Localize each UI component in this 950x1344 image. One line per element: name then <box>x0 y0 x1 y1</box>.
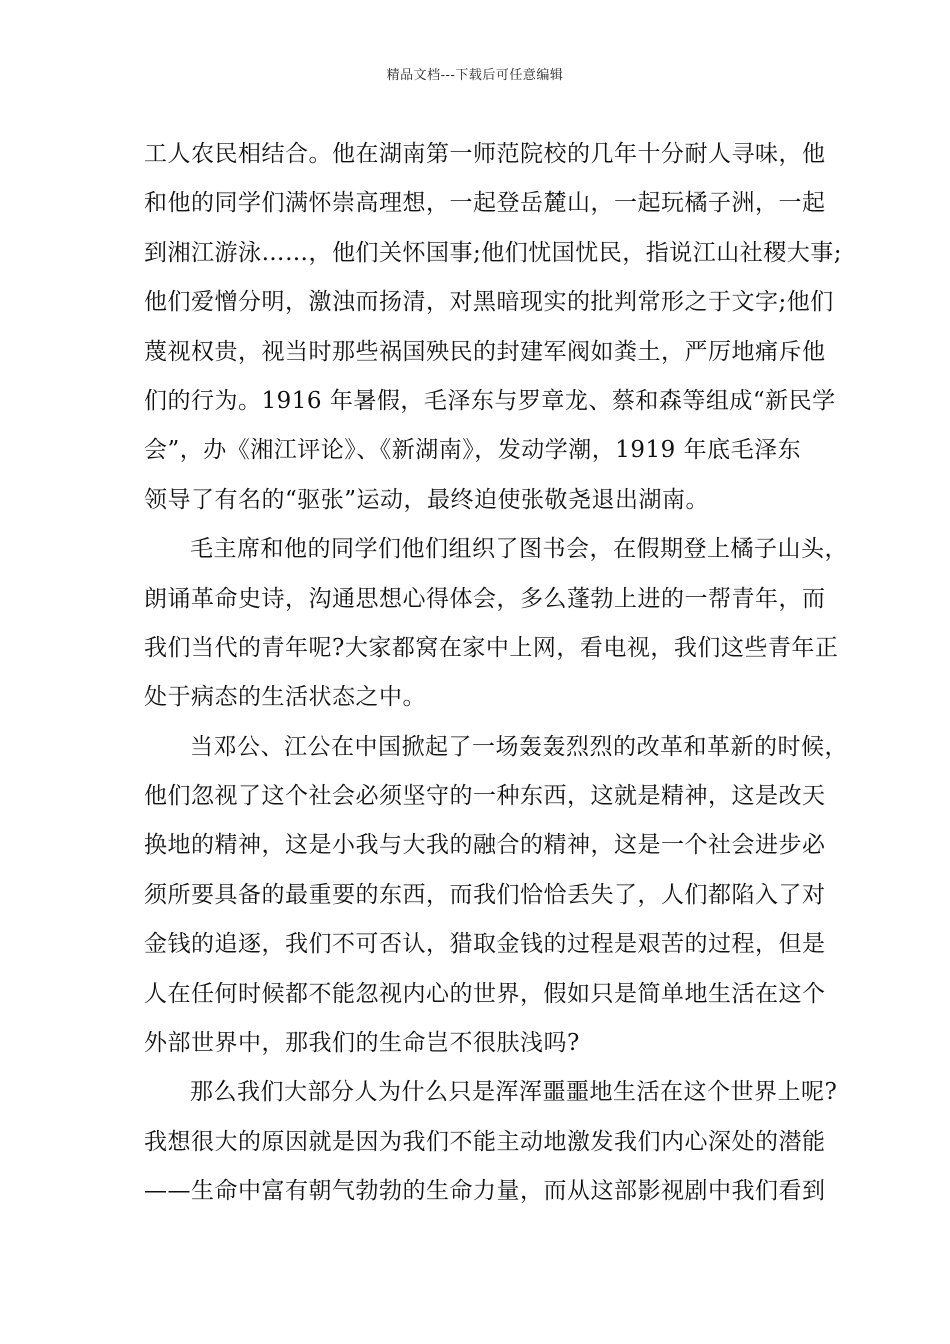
text-line: 须所要具备的最重要的东西，而我们恰恰丢失了，人们都陷入了对 <box>144 881 826 908</box>
text-line: 到湘江游泳……，他们关怀国事;他们忧国忧民，指说江山社稷大事; <box>144 239 842 266</box>
text-line: 金钱的追逐，我们不可否认，猎取金钱的过程是艰苦的过程，但是 <box>144 931 826 958</box>
text-line: 我想很大的原因就是因为我们不能主动地激发我们内心深处的潜能 <box>144 1128 826 1155</box>
page-header: 精品文档---下载后可任意编辑 <box>386 68 564 83</box>
text-line: 工人农民相结合。他在湖南第一师范院校的几年十分耐人寻味，他 <box>144 141 826 167</box>
text-line: 领导了有名的“驱张”运动，最终迫使张敬尧退出湖南。 <box>144 486 710 513</box>
paragraph-first-line: 当邓公、江公在中国掀起了一场轰轰烈烈的改革和革新的时候， <box>190 733 848 760</box>
text-line: 朗诵革命史诗，沟通思想心得体会，多么蓬勃上进的一帮青年，而 <box>144 585 826 612</box>
text-line: ——生命中富有朝气勃勃的生命力量，而从这部影视剧中我们看到 <box>144 1178 826 1205</box>
paragraph-first-line: 那么我们大部分人为什么只是浑浑噩噩地生活在这个世界上呢? <box>190 1079 838 1106</box>
text-line: 人在任何时候都不能忽视内心的世界，假如只是简单地生活在这个 <box>144 980 826 1007</box>
text-line: 蔑视权贵，视当时那些祸国殃民的封建军阀如粪土，严厉地痛斥他 <box>144 338 826 365</box>
text-line: 我们当代的青年呢?大家都窝在家中上网，看电视，我们这些青年正 <box>144 634 839 661</box>
text-line: 处于病态的生活状态之中。 <box>144 684 426 711</box>
document-body <box>144 130 848 1217</box>
text-line: 他们忽视了这个社会必须坚守的一种东西，这就是精神，这是改天 <box>144 783 826 810</box>
text-line: 和他的同学们满怀崇高理想，一起登岳麓山，一起玩橘子洲，一起 <box>144 190 826 217</box>
text-line: 换地的精神，这是小我与大我的融合的精神，这是一个社会进步必 <box>144 832 826 859</box>
text-line: 会”，办《湘江评论》、《新湖南》，发动学潮，1919 年底毛泽东 <box>144 437 802 464</box>
text-line: 外部世界中，那我们的生命岂不很肤浅吗? <box>144 1030 580 1057</box>
text-line: 们的行为。1916 年暑假，毛泽东与罗章龙、蔡和森等组成“新民学 <box>144 387 836 414</box>
paragraph-first-line: 毛主席和他的同学们他们组织了图书会，在假期登上橘子山头， <box>190 536 848 563</box>
text-line: 他们爱憎分明，激浊而扬清，对黑暗现实的批判常形之于文字;他们 <box>144 289 834 316</box>
